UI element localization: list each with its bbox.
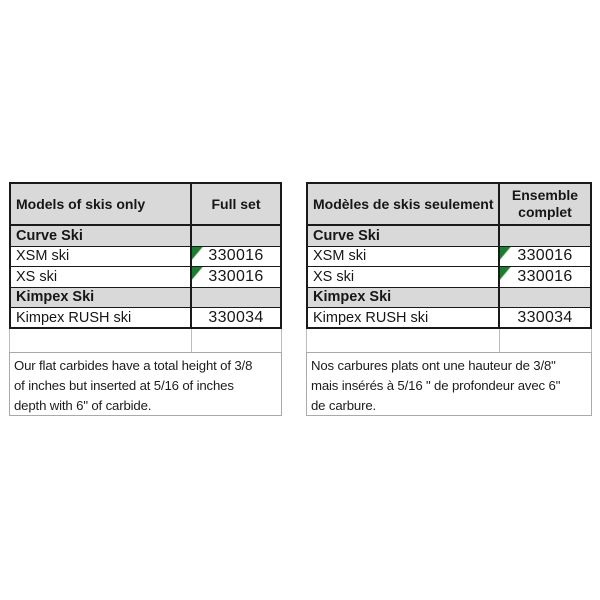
model-label: Kimpex RUSH ski <box>313 309 429 326</box>
gridline <box>499 329 500 352</box>
part-number-cell <box>498 247 590 267</box>
model-row-xsm-ski <box>308 247 590 268</box>
part-number: 330016 <box>517 267 573 285</box>
part-number: 330016 <box>208 267 264 285</box>
part-number-cell <box>190 247 280 267</box>
carbide-note-en <box>9 352 282 416</box>
model-label: XSM ski <box>16 248 70 265</box>
model-row-xsm-ski <box>11 247 280 268</box>
empty-cell <box>190 226 280 246</box>
part-number-cell <box>498 267 590 287</box>
section-row-curve-ski <box>308 226 590 247</box>
model-label: XS ski <box>16 268 58 285</box>
carbide-note-fr <box>306 352 592 416</box>
section-label: Kimpex Ski <box>313 289 392 306</box>
section-label: Kimpex Ski <box>16 289 95 306</box>
note-line: mais insérés à 5/16 " de profondeur avec 6" <box>311 378 561 393</box>
table-header-row <box>308 184 590 226</box>
green-corner-flag-icon <box>500 247 514 261</box>
note-line: of inches but inserted at 5/16 of inches <box>14 378 234 393</box>
part-number: 330016 <box>208 247 264 265</box>
full-set-column-header: Ensemble complet <box>498 184 590 224</box>
part-number: 330016 <box>517 247 573 265</box>
section-row-kimpex-ski <box>11 288 280 309</box>
model-row-kimpex-rush-ski <box>308 308 590 327</box>
models-column-header: Modèles de skis seulement <box>313 196 494 212</box>
empty-grid-row <box>9 329 282 352</box>
green-corner-flag-icon <box>500 267 514 281</box>
model-label: XSM ski <box>313 248 367 265</box>
part-number-cell <box>498 308 590 327</box>
note-line: depth with 6" of carbide. <box>14 398 152 413</box>
note-line: Nos carbures plats ont une hauteur de 3/8" <box>311 358 556 373</box>
models-column-header: Models of skis only <box>16 196 146 212</box>
model-label: XS ski <box>313 268 355 285</box>
model-label: Kimpex RUSH ski <box>16 309 132 326</box>
part-number: 330034 <box>517 308 573 326</box>
part-number: 330034 <box>208 308 264 326</box>
model-row-kimpex-rush-ski <box>11 308 280 327</box>
model-row-xs-ski <box>308 267 590 288</box>
table-header-row <box>11 184 280 226</box>
part-number-cell <box>190 308 280 327</box>
part-number-cell <box>190 267 280 287</box>
section-row-curve-ski <box>11 226 280 247</box>
empty-cell <box>190 288 280 308</box>
price-table-en <box>9 182 282 329</box>
section-label: Curve Ski <box>313 227 380 244</box>
green-corner-flag-icon <box>192 247 206 261</box>
section-label: Curve Ski <box>16 227 83 244</box>
price-table-fr <box>306 182 592 329</box>
model-row-xs-ski <box>11 267 280 288</box>
green-corner-flag-icon <box>192 267 206 281</box>
empty-grid-row <box>306 329 592 352</box>
empty-cell <box>498 226 590 246</box>
note-line: de carbure. <box>311 398 377 413</box>
full-set-column-header: Full set <box>190 184 280 224</box>
gridline <box>191 329 192 352</box>
section-row-kimpex-ski <box>308 288 590 309</box>
empty-cell <box>498 288 590 308</box>
note-line: Our flat carbides have a total height of 3/8 <box>14 358 253 373</box>
